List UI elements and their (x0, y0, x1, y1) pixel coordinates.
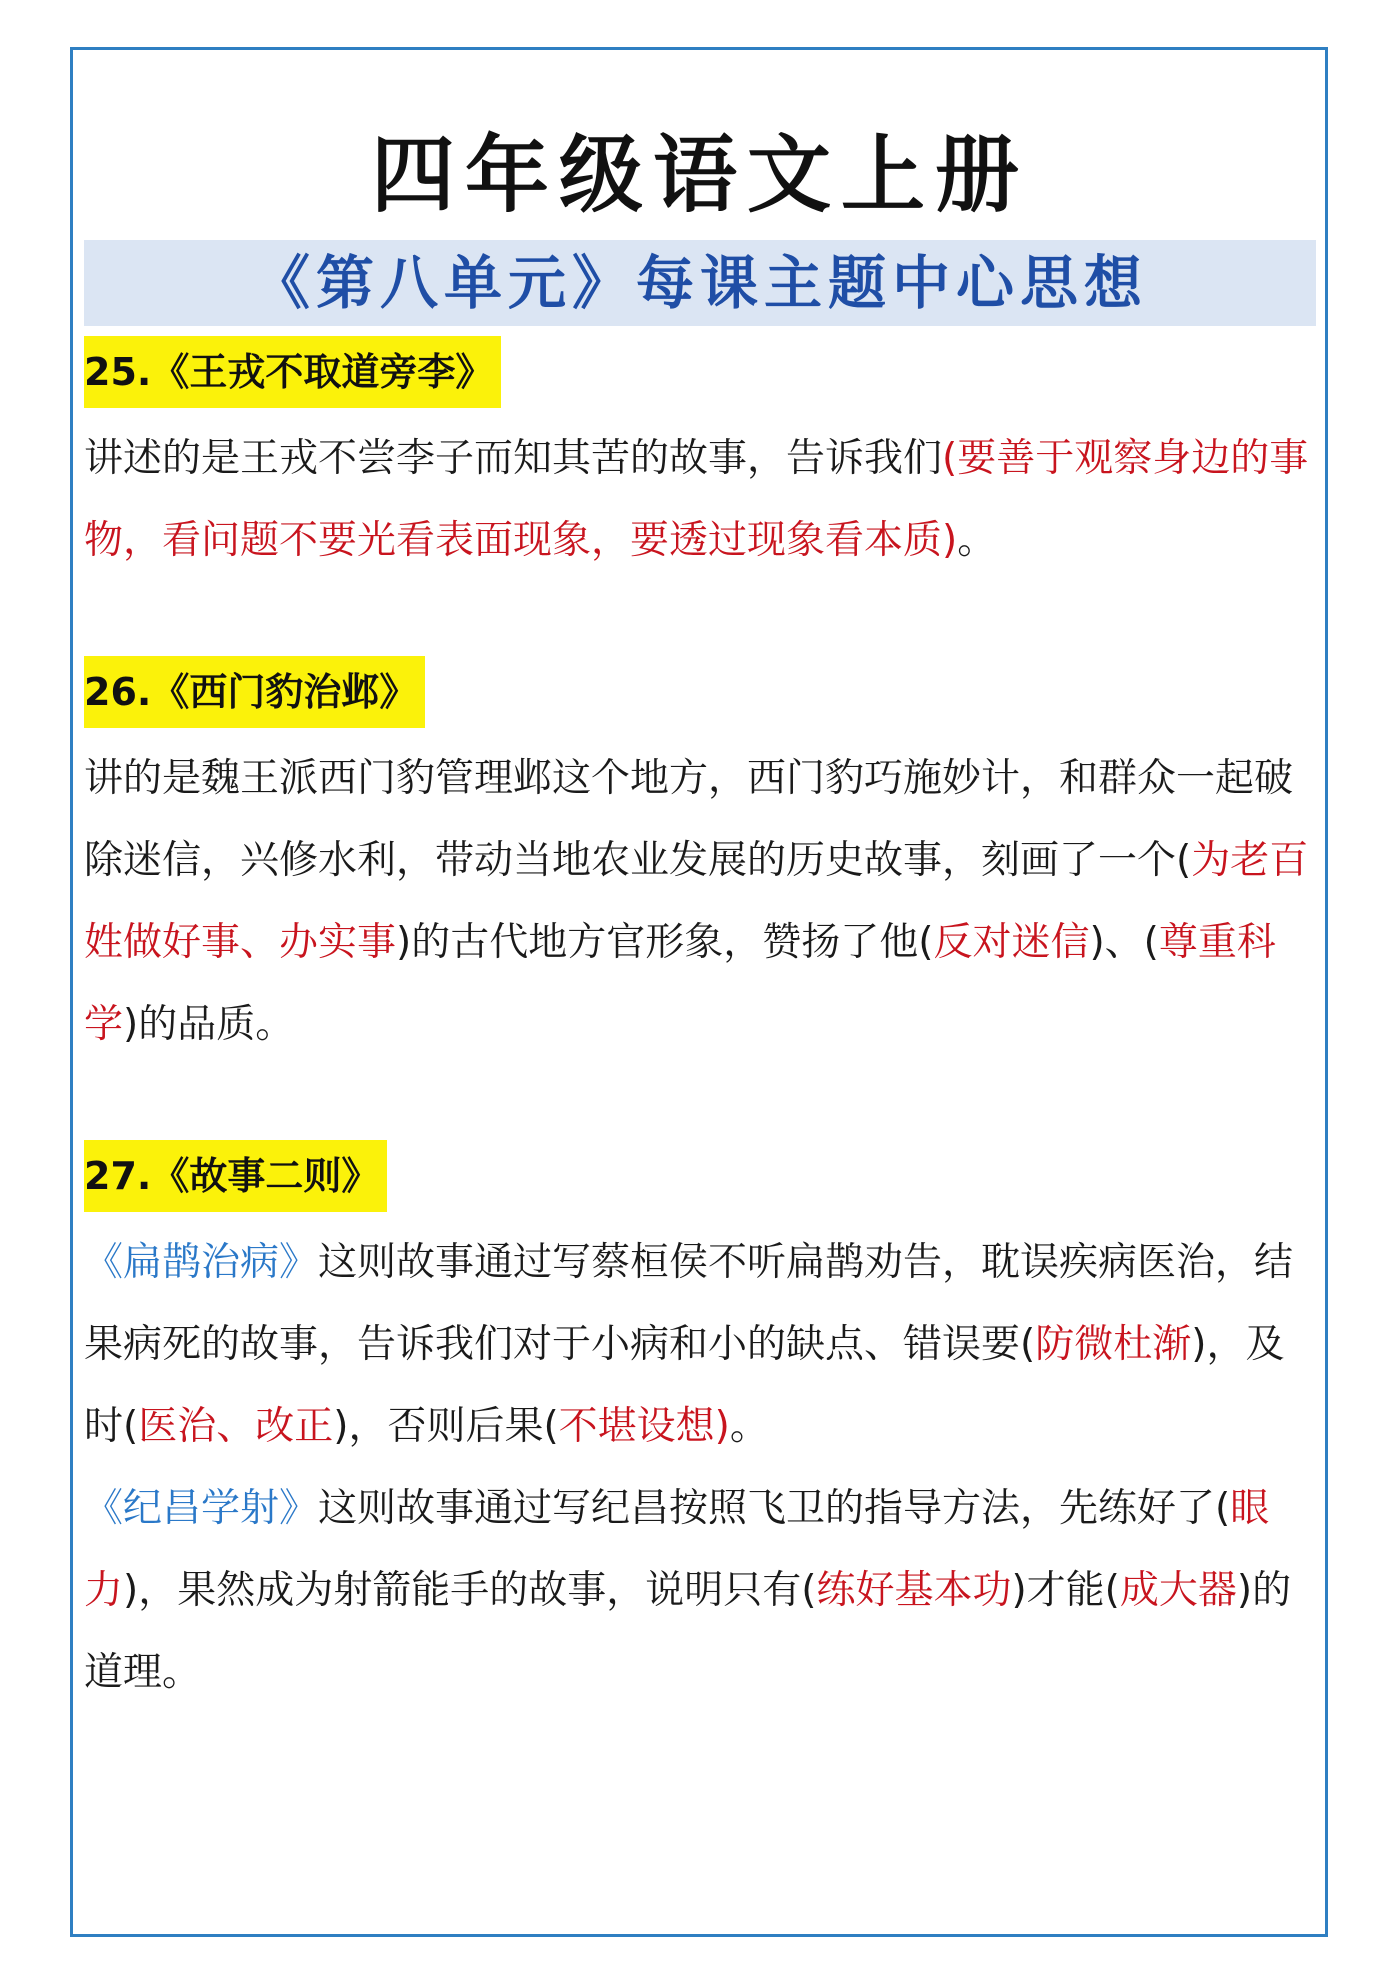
lesson-25-summary (84, 418, 1320, 582)
story-2-answer-1: 眼力 (84, 1486, 1270, 1613)
lesson-25-text: 讲述的是王戎不尝李子而知其苦的故事，告诉我们 (84, 436, 943, 481)
lesson-26-text-2: )的古代地方官形象，赞扬了他( (396, 920, 934, 965)
story-1-end: 。 (729, 1404, 769, 1449)
story-1-title: 《扁鹊治病》 (84, 1240, 319, 1285)
lesson-26-answer-1: 为老百姓做好事、办实事 (84, 838, 1309, 965)
story-1-answer-2: 医治、改正 (138, 1404, 334, 1449)
story-2-answer-3: 成大器 (1119, 1568, 1237, 1613)
lesson-27-heading: 27.《故事二则》 (84, 1140, 387, 1212)
story-1-answer-3: 不堪设想) (558, 1404, 730, 1449)
lesson-26-heading: 26.《西门豹治邺》 (84, 656, 425, 728)
story-2-title: 《纪昌学射》 (84, 1486, 319, 1531)
lesson-26-answer-3: 尊重科学 (84, 920, 1276, 1047)
lesson-27-story-2 (84, 1468, 1320, 1714)
story-1-text-2: )，及时( (84, 1322, 1285, 1449)
lesson-26-answer-2: 反对迷信 (933, 920, 1090, 965)
story-2-text-1: 这则故事通过写纪昌按照飞卫的指导方法，先练好了( (318, 1486, 1231, 1531)
lesson-25-heading: 25.《王戎不取道旁李》 (84, 336, 501, 408)
lesson-26-text-3: )、( (1089, 920, 1159, 965)
story-1-answer-1: 防微杜渐 (1035, 1322, 1192, 1367)
lesson-25-answer: (要善于观察身边的事物，看问题不要光看表面现象，要透过现象看本质) (84, 436, 1309, 563)
lesson-26-summary (84, 738, 1320, 1066)
subtitle-banner (84, 240, 1316, 326)
story-1-text-3: )，否则后果( (333, 1404, 559, 1449)
page-title: 四年级语文上册 (370, 125, 1029, 224)
lesson-25-end: 。 (957, 518, 997, 563)
page-subtitle: 《第八单元》每课主题中心思想 (251, 249, 1148, 317)
story-2-text-2: )，果然成为射箭能手的故事，说明只有( (123, 1568, 817, 1613)
story-1-text-1: 这则故事通过写蔡桓侯不听扁鹊劝告，耽误疾病医治，结果病死的故事，告诉我们对于小病和小的缺点、错误要( (84, 1240, 1294, 1367)
story-2-answer-2: 练好基本功 (816, 1568, 1012, 1613)
lesson-27-story-1 (84, 1222, 1320, 1468)
lesson-26-text-4: )的品质。 (123, 1002, 295, 1047)
story-2-text-3: )才能( (1011, 1568, 1120, 1613)
lesson-26-text-1: 讲的是魏王派西门豹管理邺这个地方，西门豹巧施妙计，和群众一起破除迷信，兴修水利，带动当地农业发展的历史故事，刻画了一个( (84, 756, 1294, 883)
story-2-end: )的道理。 (84, 1568, 1292, 1695)
